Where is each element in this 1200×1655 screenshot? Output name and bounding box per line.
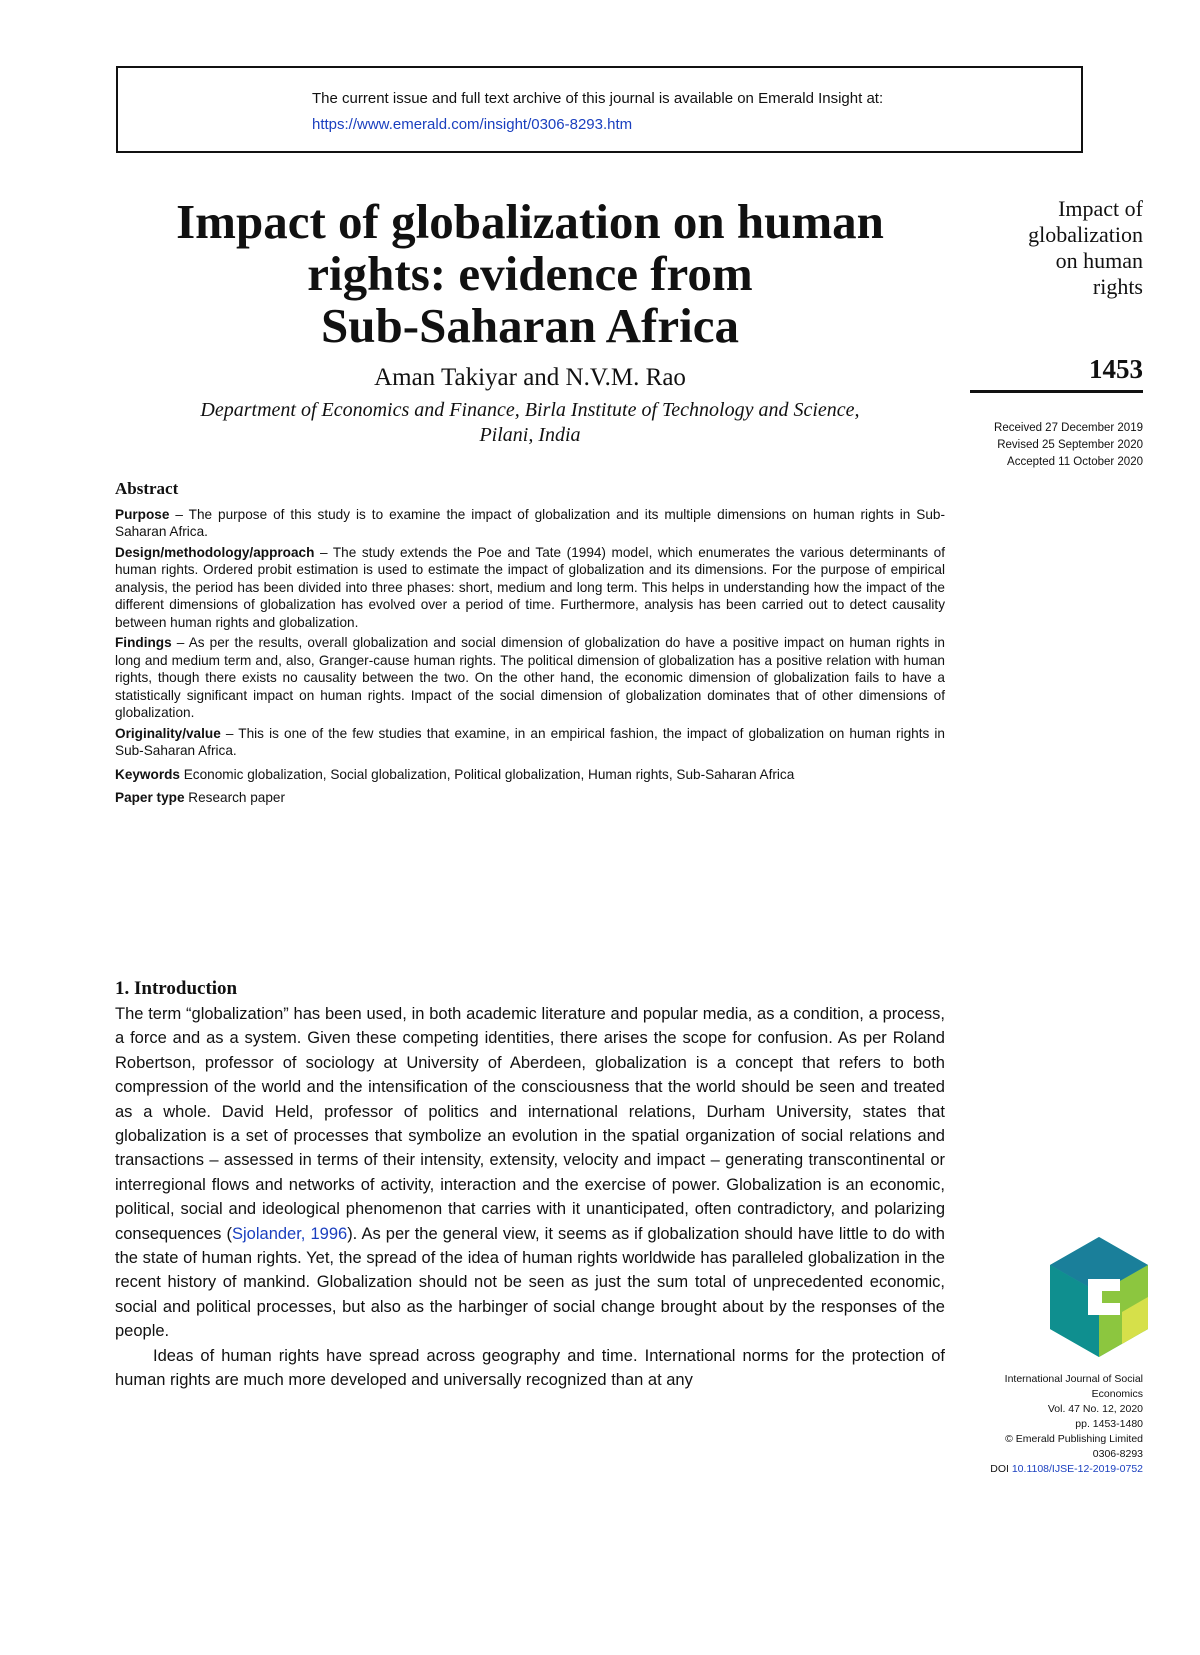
introduction-body [115,1002,945,1393]
originality-text: – This is one of the few studies that examine, in an empirical fashion, the impact of globalization on human rights in Sub-Saharan Africa. [115,725,945,758]
archive-notice: The current issue and full text archive of this journal is available on Emerald Insight at: [312,90,884,107]
running-title [943,196,1143,300]
copyright: © Emerald Publishing Limited [1005,1433,1143,1445]
keywords [115,766,945,784]
revised-date: Revised 25 September 2020 [997,439,1143,451]
article-title [115,196,945,352]
authors: Aman Takiyar and N.V.M. Rao [374,364,686,391]
emerald-publishing-logo-icon [1050,1237,1148,1357]
journal-availability-box [116,66,1083,153]
keywords-label: Keywords [115,766,180,782]
running-title-line: on human [1055,248,1143,273]
title-line: Impact of globalization on human [176,194,884,249]
intro-text: ). As per the general view, it seems as if globalization should have little to do with the state of human rights. Yet, the spread of the idea of human rights worldwide has paralleled globalization in the recent history of mankind. Globalization should not be seen as just the sum total of unprecedented economic, social and political processes, but also as the harbinger of social change brought about by the responses of the people. [115,1224,945,1341]
abstract-originality [115,725,945,760]
intro-text: The term “globalization” has been used, in both academic literature and popular media, as a condition, a process, a force and as a system. Given these competing identities, there arises the scope for confusion. As per Roland Robertson, professor of sociology at University of Aberdeen, globalization is a concept that refers to both compression of the world and the intensification of the consciousness that the world should be seen and treated as a whole. David Held, professor of politics and international relations, Durham University, states that globalization is a set of processes that symbolize an evolution in the spatial organization of social relations and transactions – assessed in terms of their intensity, extensity, velocity and impact – generating transcontinental or interregional flows and networks of activity, interaction and the exercise of power. Globalization is an economic, political, social and ideological phenomenon that carries with it unanticipated, often contradictory, and polarizing consequences ( [115,1005,945,1243]
journal-name: International Journal of Social [1004,1373,1143,1385]
findings-text: – As per the results, overall globalization and social dimension of globalization do have a positive impact on human rights in long and medium term and, also, Granger-cause human rights. The political dimension of globalization has a positive relation with human rights, though there exists no causality between the two. On the other hand, the economic dimension of globalization fails to have a statistically significant impact on human rights. Impact of the social dimension of globalization dominates that of other dimensions of globalization. [115,635,945,720]
abstract-purpose [115,506,945,541]
side-divider [970,390,1143,393]
section-heading: 1. Introduction [115,978,238,999]
purpose-label: Purpose [115,506,170,522]
originality-label: Originality/value [115,725,221,741]
purpose-text: – The purpose of this study is to examine the impact of globalization and its multiple dimensions on human rights in Sub-Saharan Africa. [115,506,945,539]
journal-info [953,1372,1143,1477]
intro-paragraph: Ideas of human rights have spread across geography and time. International norms for the protection of human rights are much more developed and universally recognized than at any [115,1346,945,1390]
doi-link[interactable]: 10.1108/IJSE-12-2019-0752 [1011,1463,1143,1475]
doi-label: DOI [990,1463,1012,1475]
running-title-line: rights [1092,274,1143,299]
volume-issue: Vol. 47 No. 12, 2020 [1047,1403,1143,1415]
running-title-line: globalization [1028,222,1143,247]
abstract [115,480,945,810]
paper-type-label: Paper type [115,790,185,805]
page-number: 1453 [1089,354,1143,384]
affiliation-line: Pilani, India [479,424,581,446]
page-range: pp. 1453-1480 [1075,1418,1143,1430]
intro-paragraph [115,1002,945,1344]
affiliation-line: Department of Economics and Finance, Birla Institute of Technology and Science, [200,399,860,421]
title-line: Sub-Saharan Africa [321,298,739,353]
design-label: Design/methodology/approach [115,544,315,560]
issn: 0306-8293 [1092,1448,1143,1460]
abstract-findings [115,634,945,722]
received-date: Received 27 December 2019 [994,422,1143,434]
affiliation [115,398,945,448]
paper-type-text: Research paper [184,790,286,805]
keywords-text: Economic globalization, Social globalization, Political globalization, Human rights, Sub-Saharan Africa [179,766,795,782]
accepted-date: Accepted 11 October 2020 [1007,456,1143,468]
abstract-design [115,544,945,632]
findings-label: Findings [115,635,172,650]
design-text: – The study extends the Poe and Tate (1994) model, which enumerates the various determinants of human rights. Ordered probit estimation is used to estimate the impact of globalization and its dimensions. For the purpose of empirical analysis, the period has been divided into three phases: short, medium and long term. This helps in understanding how the impact of the different dimensions of globalization has evolved over a period of time. Furthermore, analysis has been carried out to detect causality between human rights and globalization. [115,544,945,630]
citation-link[interactable]: Sjolander, 1996 [232,1224,348,1243]
paper-type [115,789,945,807]
title-line: rights: evidence from [307,246,753,301]
journal-name-cont: Economics [1091,1388,1143,1400]
doi [953,1462,1143,1477]
running-title-line: Impact of [1058,196,1143,221]
submission-dates [994,420,1143,471]
abstract-heading: Abstract [115,479,179,498]
journal-url-link[interactable]: https://www.emerald.com/insight/0306-8293.htm [312,116,633,133]
